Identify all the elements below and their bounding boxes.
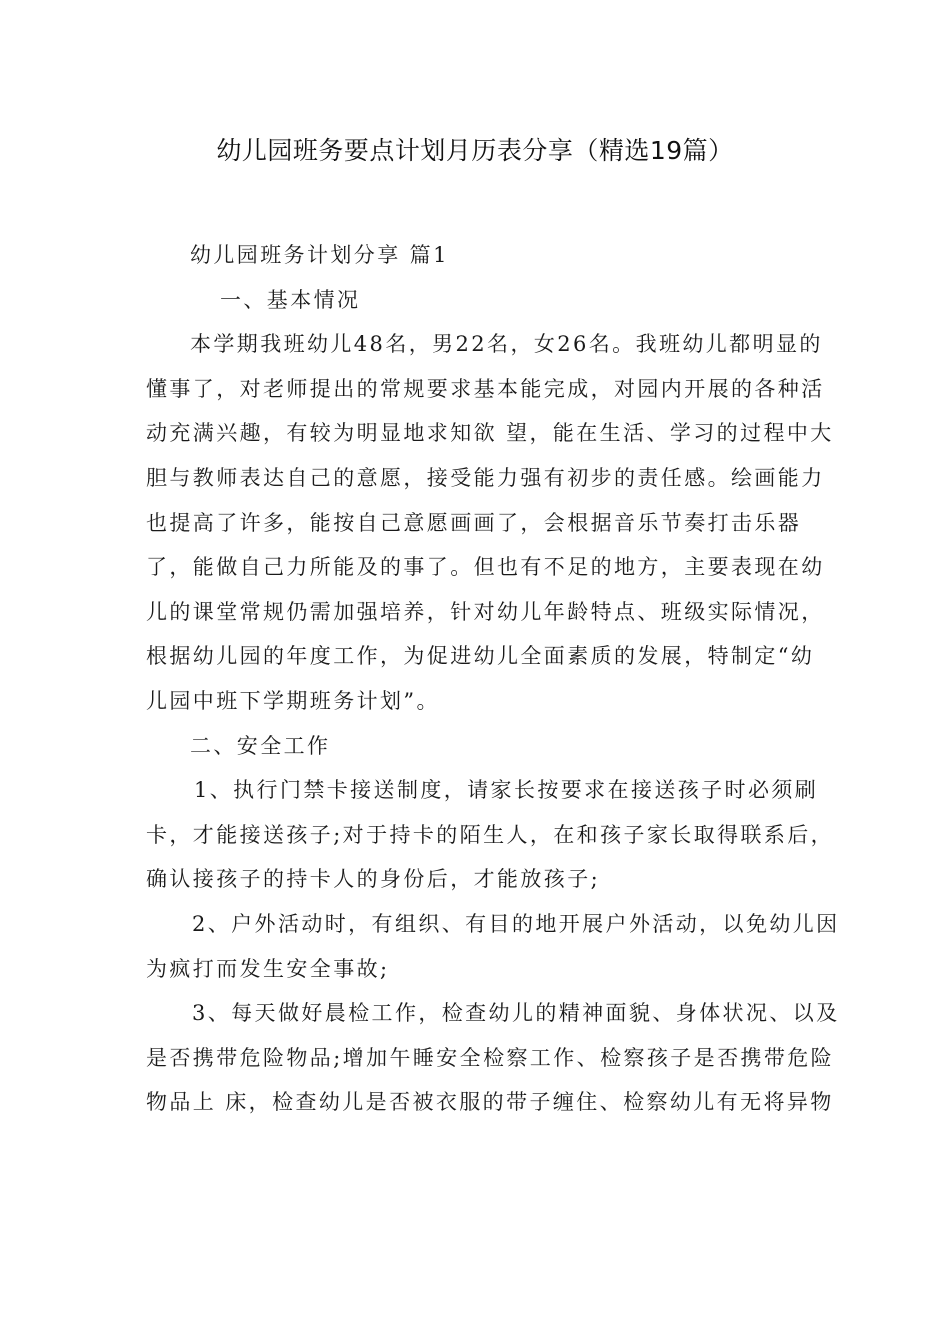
section-heading: 幼儿园班务计划分享 篇1 xyxy=(190,243,449,267)
paragraph-line: 也提高了许多，能按自己意愿画画了，会根据音乐节奏打击乐器 xyxy=(146,510,802,535)
list-item-line: 3、每天做好晨检工作，检查幼儿的精神面貌、身体状况、以及 xyxy=(192,1001,840,1026)
subheading-basic-info: 一、基本情况 xyxy=(220,287,361,312)
list-item-line: 卡，才能接送孩子;对于持卡的陌生人，在和孩子家长取得联系后， xyxy=(146,822,835,847)
paragraph-line: 懂事了，对老师提出的常规要求基本能完成，对园内开展的各种活 xyxy=(146,376,825,401)
paragraph-line: 儿园中班下学期班务计划”。 xyxy=(146,688,440,713)
paragraph-line: 根据幼儿园的年度工作，为促进幼儿全面素质的发展，特制定“幼 xyxy=(146,644,815,669)
document-title: 幼儿园班务要点计划月历表分享（精选19篇） xyxy=(216,136,734,165)
list-item-line: 确认接孩子的持卡人的身份后，才能放孩子; xyxy=(146,867,601,892)
paragraph-line: 动充满兴趣，有较为明显地求知欲 望，能在生活、学习的过程中大 xyxy=(146,421,834,446)
paragraph-line: 儿的课堂常规仍需加强培养，针对幼儿年龄特点、班级实际情况， xyxy=(146,599,825,624)
list-item-line: 1、执行门禁卡接送制度，请家长按要求在接送孩子时必须刷 xyxy=(194,778,819,803)
subheading-safety: 二、安全工作 xyxy=(190,733,331,758)
paragraph-line: 本学期我班幼儿48名，男22名，女26名。我班幼儿都明显的 xyxy=(190,332,823,357)
list-item-line: 为疯打而发生安全事故; xyxy=(146,956,390,981)
paragraph-line: 胆与教师表达自己的意愿，接受能力强有初步的责任感。绘画能力 xyxy=(146,465,825,490)
document-body xyxy=(146,233,840,1125)
list-item-line: 是否携带危险物品;增加午睡安全检察工作、检察孩子是否携带危险 xyxy=(146,1045,835,1070)
paragraph-line: 了，能做自己力所能及的事了。但也有不足的地方，主要表现在幼 xyxy=(146,555,825,580)
list-item-line: 物品上 床，检查幼儿是否被衣服的带子缠住、检察幼儿有无将异物 xyxy=(146,1090,834,1115)
list-item-line: 2、户外活动时，有组织、有目的地开展户外活动，以免幼儿因 xyxy=(192,911,840,936)
